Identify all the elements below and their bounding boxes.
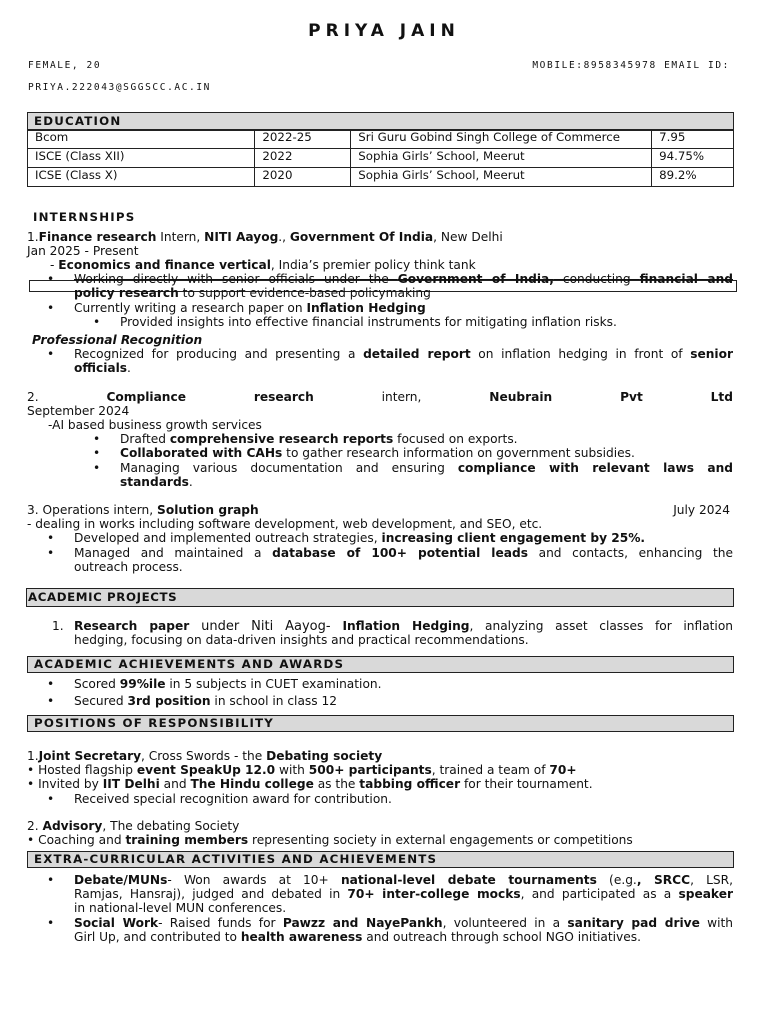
degree: ICSE (Class X) [28, 168, 255, 187]
bullet-icon: • [47, 272, 55, 286]
internship-3-date: July 2024 [673, 503, 730, 517]
internship-2-dates: September 2024 [27, 404, 130, 418]
internship-2-bullet-1: Drafted comprehensive research reports focused on exports. [120, 432, 518, 446]
internship-2-desc: -AI based business growth services [48, 418, 262, 432]
resume-name: PRIYA JAIN [308, 21, 460, 41]
institution: Sophia Girls’ School, Meerut [351, 149, 652, 168]
score: 94.75% [652, 149, 734, 168]
bullet-icon: • [47, 677, 55, 691]
bullet-icon: • [47, 347, 55, 361]
table-row [28, 130, 734, 149]
internship-3-desc: - dealing in works including software development, web development, and SEO, etc. [27, 517, 543, 531]
institution: Sophia Girls’ School, Meerut [351, 168, 652, 187]
mobile-email-label: MOBILE:8958345978 EMAIL ID: [532, 60, 730, 71]
internship-2-heading: 2. Compliance research intern, Neubrain Pvt Ltd [27, 390, 733, 404]
social-work-line-2: Girl Up, and contributed to health awareness and outreach through school NGO initiatives. [74, 930, 641, 944]
internship-3-bullet-2-line-2: outreach process. [74, 560, 183, 574]
position-2-line-2: • Coaching and training members representing society in external engagements or competitions [27, 833, 633, 847]
internship-1-vertical: - Economics and finance vertical, India’s premier policy think tank [50, 258, 476, 272]
internship-3-heading: 3. Operations intern, Solution graph [27, 503, 259, 517]
year: 2022-25 [255, 130, 351, 149]
bullet-icon: • [93, 315, 101, 329]
bullet-icon: • [47, 546, 55, 560]
year: 2022 [255, 149, 351, 168]
achievement-1: Scored 99%ile in 5 subjects in CUET examination. [74, 677, 382, 691]
internship-1-heading: 1.Finance research Intern, NITI Aayog., Government Of India, New Delhi [27, 230, 503, 244]
debate-line-2: Ramjas, Hansraj), judged and debated in 70+ inter-college mocks, and participated as a speaker [74, 887, 733, 901]
debate-line-3: in national-level MUN conferences. [74, 901, 287, 915]
score: 7.95 [652, 130, 734, 149]
social-work-line-1: Social Work- Raised funds for Pawzz and NayePankh, volunteered in a sanitary pad drive with [74, 916, 733, 930]
table-row [28, 168, 734, 187]
table-row [28, 149, 734, 168]
internship-1-subbullet: Provided insights into effective financial instruments for mitigating inflation risks. [120, 315, 617, 329]
bullet-icon: • [93, 446, 101, 460]
bullet-icon: • [47, 916, 55, 930]
degree: ISCE (Class XII) [28, 149, 255, 168]
professional-recognition-title: Professional Recognition [32, 333, 203, 347]
degree: Bcom [28, 130, 255, 149]
project-number: 1. [52, 619, 64, 633]
internship-2-bullet-3-line-1: Managing various documentation and ensuring compliance with relevant laws and [120, 461, 733, 475]
internship-1-bullet-2: Currently writing a research paper on Inflation Hedging [74, 301, 426, 315]
internship-1-dates: Jan 2025 - Present [27, 244, 139, 258]
position-1-line-3: • Invited by IIT Delhi and The Hindu college as the tabbing officer for their tournament. [27, 777, 593, 791]
internship-1-bullet-1-line-2: policy research to support evidence-based policymaking [74, 286, 431, 300]
internship-3-bullet-2-line-1: Managed and maintained a database of 100+ potential leads and contacts, enhancing the [74, 546, 733, 560]
bullet-icon: • [47, 873, 55, 887]
institution: Sri Guru Gobind Singh College of Commerce [351, 130, 652, 149]
projects-title: ACADEMIC PROJECTS [28, 590, 178, 604]
bullet-icon: • [47, 694, 55, 708]
position-1-line-2: • Hosted flagship event SpeakUp 12.0 with 500+ participants, trained a team of 70+ [27, 763, 577, 777]
internships-title: INTERNSHIPS [33, 210, 136, 224]
education-table [27, 129, 734, 187]
gender-age: FEMALE, 20 [28, 60, 102, 71]
internship-1-bullet-1-line-1: Working directly with senior officials under the Government of India, conducting financial and [74, 272, 733, 286]
score: 89.2% [652, 168, 734, 187]
internship-3-bullet-1: Developed and implemented outreach strategies, increasing client engagement by 25%. [74, 531, 646, 545]
bullet-icon: • [47, 792, 55, 806]
internship-2-bullet-2: Collaborated with CAHs to gather research information on government subsidies. [120, 446, 635, 460]
project-line-2: hedging, focusing on data-driven insights and practical recommendations. [74, 633, 529, 647]
education-title: EDUCATION [34, 114, 122, 128]
bullet-icon: • [47, 301, 55, 315]
position-1-heading: 1.Joint Secretary, Cross Swords - the Debating society [27, 749, 383, 763]
year: 2020 [255, 168, 351, 187]
position-2-heading: 2. Advisory, The debating Society [27, 819, 240, 833]
bullet-icon: • [47, 531, 55, 545]
recognition-line-2: officials. [74, 361, 131, 375]
bullet-icon: • [93, 461, 101, 475]
achievement-2: Secured 3rd position in school in class 12 [74, 694, 337, 708]
bullet-icon: • [93, 432, 101, 446]
position-1-line-4: Received special recognition award for contribution. [74, 792, 392, 806]
recognition-line-1: Recognized for producing and presenting a detailed report on inflation hedging in front of senior [74, 347, 733, 361]
extracurricular-title: EXTRA-CURRICULAR ACTIVITIES AND ACHIEVEMENTS [34, 852, 438, 866]
positions-title: POSITIONS OF RESPONSIBILITY [34, 716, 275, 730]
email: PRIYA.222043@SGGSCC.AC.IN [28, 82, 211, 93]
project-line-1: Research paper under Niti Aayog- Inflation Hedging, analyzing asset classes for inflation [74, 619, 734, 634]
internship-2-bullet-3-line-2: standards. [120, 475, 193, 489]
debate-line-1: Debate/MUNs- Won awards at 10+ national-level debate tournaments (e.g., SRCC, LSR, [74, 873, 733, 887]
achievements-title: ACADEMIC ACHIEVEMENTS AND AWARDS [34, 657, 345, 671]
